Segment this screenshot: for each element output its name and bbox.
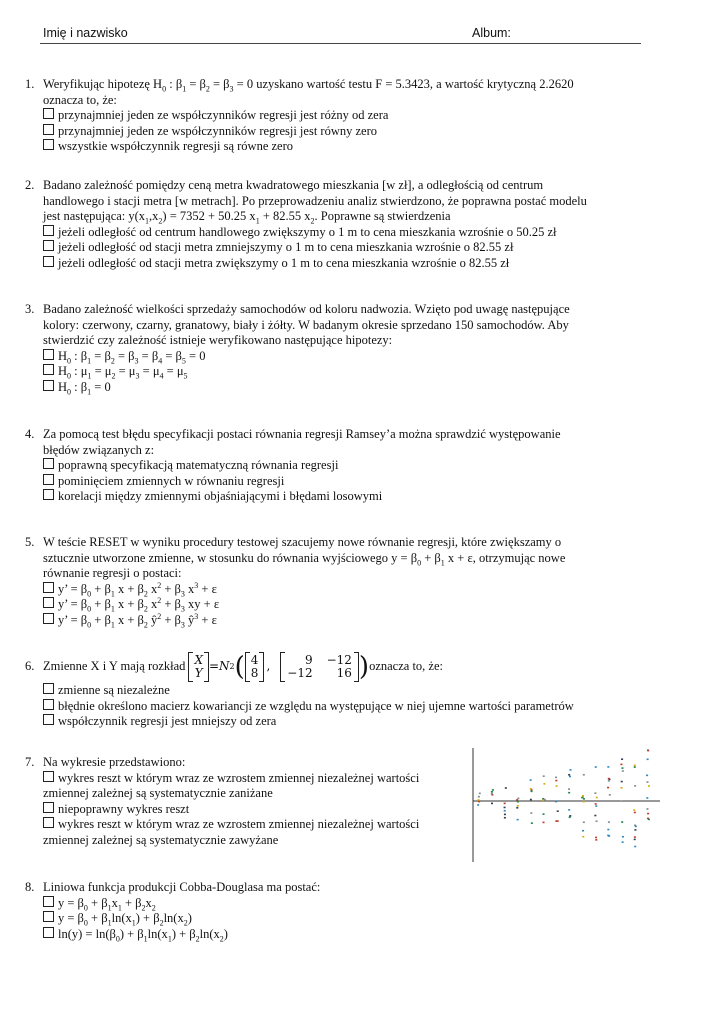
question-number: 3. <box>25 302 35 316</box>
residual-points <box>477 749 650 847</box>
question-number: 8. <box>25 880 35 894</box>
checkbox[interactable] <box>43 582 54 593</box>
album-label: Album: <box>472 26 511 40</box>
residual-plot <box>470 748 660 863</box>
residual-point <box>634 785 636 787</box>
residual-point <box>634 836 636 838</box>
checkbox[interactable] <box>43 802 54 813</box>
residual-point <box>543 783 545 785</box>
residual-point <box>620 764 622 766</box>
residual-point <box>479 793 481 795</box>
residual-point <box>569 776 571 778</box>
residual-point <box>504 817 506 819</box>
residual-point <box>568 792 570 794</box>
residual-point <box>478 796 480 798</box>
residual-point <box>634 846 636 848</box>
answer-option[interactable]: przynajmniej jeden ze współczynników regresji jest różny od zera <box>43 108 640 124</box>
checkbox[interactable] <box>43 474 54 485</box>
residual-point <box>583 798 585 800</box>
residual-point <box>595 803 597 805</box>
residual-point <box>582 830 584 832</box>
residual-point <box>647 750 649 752</box>
residual-point <box>557 810 559 812</box>
residual-point <box>542 799 544 801</box>
residual-point <box>517 798 519 800</box>
residual-point <box>568 788 570 790</box>
residual-point <box>569 816 571 818</box>
residual-point <box>582 836 584 838</box>
answer-option[interactable]: $H_0$ : $\beta_1 = \beta_2 = \beta_3 = \beta_4 = \beta_5 = 0$ <box>43 349 640 365</box>
residual-point <box>516 807 518 809</box>
question-number: 1. <box>25 77 35 91</box>
residual-point <box>530 812 532 814</box>
residual-point <box>608 821 610 823</box>
checkbox[interactable] <box>43 225 54 236</box>
residual-point <box>543 775 545 777</box>
answer-option[interactable]: korelacji między zmiennymi objaśniającymi i błędami losowymi <box>43 489 640 505</box>
residual-point <box>570 769 572 771</box>
residual-point <box>634 812 636 814</box>
distribution-formula: Zmienne X i Y mają rozkład X Y = N 2 ( 4 8 , 9 −12 −12 16 ) oznacza to, że: <box>43 652 443 682</box>
residual-point <box>607 766 609 768</box>
answer-option[interactable]: wykres reszt w którym wraz ze wzrostem zmiennej niezależnej wartości <box>43 817 465 833</box>
residual-point <box>531 822 533 824</box>
residual-point <box>595 839 597 841</box>
residual-point <box>634 829 636 831</box>
checkbox[interactable] <box>43 489 54 500</box>
checkbox[interactable] <box>43 699 54 710</box>
answer-option[interactable]: błędnie określono macierz kowariancji ze względu na występujące w niej ujemne wartości parametrów <box>43 699 640 715</box>
residual-point <box>646 775 648 777</box>
question-number: 7. <box>25 755 35 769</box>
residual-point <box>504 807 506 809</box>
checkbox[interactable] <box>43 817 54 828</box>
residual-point <box>557 820 559 822</box>
answer-option[interactable]: zmienne są niezależne <box>43 683 640 699</box>
residual-point <box>621 767 623 769</box>
checkbox[interactable] <box>43 927 54 938</box>
answer-option[interactable]: $y = \beta_0 + \beta_1\ln(x_1) + \beta_2\ln(x_2)$ <box>43 911 640 927</box>
residual-point <box>633 809 635 811</box>
checkbox[interactable] <box>43 911 54 922</box>
checkbox[interactable] <box>43 613 54 624</box>
residual-point <box>648 819 650 821</box>
checkbox[interactable] <box>43 458 54 469</box>
answer-option[interactable]: przynajmniej jeden ze współczynników regresji jest równy zero <box>43 124 640 140</box>
residual-point <box>609 794 611 796</box>
residual-point <box>516 799 518 801</box>
residual-point <box>555 800 557 802</box>
residual-point <box>581 797 583 799</box>
residual-point <box>477 804 479 806</box>
residual-point <box>634 766 636 768</box>
residual-point <box>621 758 623 760</box>
residual-point <box>505 787 507 789</box>
residual-point <box>635 826 637 828</box>
residual-point <box>555 777 557 779</box>
residual-point <box>583 821 585 823</box>
residual-point <box>596 820 598 822</box>
residual-point <box>621 821 623 823</box>
answer-option[interactable]: jeżeli odległość od centrum handlowego zwiększymy o 1 m to cena mieszkania wzrośnie o 50.25 zł <box>43 225 640 241</box>
answer-option[interactable]: wszystkie współczynnik regresji są równe zero <box>43 139 640 155</box>
residual-point <box>530 788 532 790</box>
residual-point <box>556 785 558 787</box>
answer-option[interactable]: $H_0$ : $\beta_1 = 0$ <box>43 380 640 396</box>
answer-option[interactable]: y’ = $\beta_0 + \beta_1$ $x + \beta_2$ $ŷ^2 + \beta_3$ $ŷ^3 + \varepsilon$ <box>43 613 640 629</box>
checkbox[interactable] <box>43 714 54 725</box>
residual-point <box>568 809 570 811</box>
answer-option[interactable]: współczynnik regresji jest mniejszy od zera <box>43 714 640 730</box>
residual-point <box>491 793 493 795</box>
residual-point <box>504 810 506 812</box>
residual-point <box>622 841 624 843</box>
residual-point <box>594 815 596 817</box>
question-5: 5. W teście RESET w wyniku procedury testowej szacujemy nowe równanie regresji, które zwiększamy o sztucznie utworzone zmienne, w stosunku do równania wyjściowego $y = \beta_0 + \beta_1$ x + ε, otrzymując nowe równanie regresji o postaci: y’ = $\beta_0 + \beta_1$ $x + \beta_2$ $x^2 + \beta_3$ $x^3 + \varepsilon$ y’ = $\beta_0 + \beta_1$ $x + \beta_2$ $x^2 + \beta_3$ xy + ε y’ = $\beta_0 + \beta_1$ $x + \beta_2$ $ŷ^2 + \beta_3$ $ŷ^3 + \varepsilon$ <box>25 535 640 628</box>
residual-point <box>582 795 584 797</box>
question-number: 5. <box>25 535 35 549</box>
residual-point <box>648 785 650 787</box>
question-2: 2. Badano zależność pomiędzy ceną metra kwadratowego mieszkania [w zł], a odległością od centrum handlowego i stacji metra [w metrach]. Po przeprowadzeniu analiz stwierdzono, że poprawna postać modelu jest następująca: $y(x_1,x_2) = 7352 + 50.25$ $x_1 + 82.55$ $x_2$. Poprawne są stwierdzenia jeżeli odległość od centrum handlowego zwiększymy o 1 m to cena mieszkania wzrośnie o 50.25 zł jeżeli odległość od stacji metra zmniejszymy o 1 m to cena mieszkania wzrośnie o 82.55 zł jeżeli odległość od stacji metra zwiększymy o 1 m to cena mieszkania wzrośnie o 82.55 zł <box>25 178 640 271</box>
residual-point <box>607 829 609 831</box>
residual-point <box>595 766 597 768</box>
residual-point <box>634 765 636 767</box>
checkbox[interactable] <box>43 124 54 135</box>
residual-point <box>607 787 609 789</box>
residual-point <box>620 800 622 802</box>
residual-point <box>543 822 545 824</box>
residual-point <box>517 801 519 803</box>
question-1: 1. Weryfikując hipotezę $H_0$ : $\beta_1 = \beta_2 = \beta_3 = 0$ uzyskano wartość testu F = 5.3423, a wartość krytyczną 2.2620 oznacza to, że: przynajmniej jeden ze współczynników regresji jest różny od zera przynajmniej jeden ze współczynników regresji jest równy zero wszystkie współczynnik regresji są równe zero <box>25 77 640 155</box>
residual-point <box>530 799 532 801</box>
question-number: 2. <box>25 178 35 192</box>
residual-point <box>504 814 506 816</box>
question-number: 4. <box>25 427 35 441</box>
answer-option[interactable]: y’ = $\beta_0 + \beta_1$ $x + \beta_2$ $x^2 + \beta_3$ $x^3 + \varepsilon$ <box>43 582 640 598</box>
residual-point <box>517 819 519 821</box>
residual-point <box>646 808 648 810</box>
residual-point <box>622 770 624 772</box>
question-number: 6. <box>25 659 35 673</box>
checkbox[interactable] <box>43 364 54 375</box>
residual-point <box>621 781 623 783</box>
residual-point <box>491 803 493 805</box>
residual-point <box>596 797 598 799</box>
residual-point <box>646 781 648 783</box>
residual-point <box>622 836 624 838</box>
answer-option[interactable]: $\ln(y) = \ln(\beta_0) + \beta_1\ln(x_1) + \beta_2\ln(x_2)$ <box>43 927 640 943</box>
residual-point <box>594 792 596 794</box>
residual-point <box>583 774 585 776</box>
checkbox[interactable] <box>43 597 54 608</box>
answer-option[interactable]: jeżeli odległość od stacji metra zmniejszymy o 1 m to cena mieszkania wzrośnie o 82.55 zł <box>43 240 640 256</box>
residual-point <box>595 805 597 807</box>
residual-point <box>478 801 480 803</box>
residual-point <box>608 780 610 782</box>
residual-point <box>620 787 622 789</box>
residual-point <box>478 799 480 801</box>
answer-option[interactable]: y’ = $\beta_0 + \beta_1$ $x + \beta_2$ $x^2 + \beta_3$ xy + ε <box>43 597 640 613</box>
residual-point <box>531 791 533 793</box>
checkbox[interactable] <box>43 771 54 782</box>
checkbox[interactable] <box>43 349 54 360</box>
question-8: 8. Liniowa funkcja produkcji Cobba-Douglasa ma postać: $y = \beta_0 + \beta_1x_1 + \beta_2x_2$ $y = \beta_0 + \beta_1\ln(x_1) + \beta_2\ln(x_2)$ $\ln(y) = \ln(\beta_0) + \beta_1\ln(x_1) + \beta_2\ln(x_2)$ <box>25 880 640 942</box>
question-7: 7. Na wykresie przedstawiono: wykres reszt w którym wraz ze wzrostem zmiennej niezależnej wartości zmiennej zależnej są systematycznie zaniżane niepoprawny wykres reszt wykres reszt w którym wraz ze wzrostem zmiennej niezależnej wartości zmiennej zależnej są systematycznie zawyżane <box>25 755 465 848</box>
residual-point <box>634 839 636 841</box>
answer-option[interactable]: pominięciem zmiennych w równaniu regresji <box>43 474 640 490</box>
question-3: 3. Badano zależność wielkości sprzedaży samochodów od koloru nadwozia. Wzięto pod uwagę następujące kolory: czerwony, czarny, granatowy, biały i żółty. W badanym okresie sprzedano 150 samochodów. Aby stwierdzić czy zależność istnieje weryfikowano następujące hipotezy: $H_0$ : $\beta_1 = \beta_2 = \beta_3 = \beta_4 = \beta_5 = 0$ $H_0$ : $\mu_1 = \mu_2 = \mu_3 = \mu_4 = \mu_5$ $H_0$ : $\beta_1 = 0$ <box>25 302 640 395</box>
name-label: Imię i nazwisko <box>43 26 128 40</box>
checkbox[interactable] <box>43 256 54 267</box>
checkbox[interactable] <box>43 683 54 694</box>
checkbox[interactable] <box>43 139 54 150</box>
residual-point <box>569 815 571 817</box>
question-text: Weryfikując hipotezę $H_0$ : $\beta_1 = \beta_2 = \beta_3 = 0$ uzyskano wartość testu F = 5.3423, a wartość krytyczną 2.2620 <box>43 77 574 94</box>
residual-point <box>517 805 519 807</box>
residual-point <box>491 791 493 793</box>
residual-point <box>530 779 532 781</box>
checkbox[interactable] <box>43 240 54 251</box>
residual-point <box>492 789 494 791</box>
question-6 <box>25 651 640 730</box>
residual-point <box>595 837 597 839</box>
answer-option[interactable]: $H_0$ : $\mu_1 = \mu_2 = \mu_3 = \mu_4 = \mu_5$ <box>43 364 640 380</box>
checkbox[interactable] <box>43 896 54 907</box>
residual-point <box>555 780 557 782</box>
residual-point <box>568 774 570 776</box>
answer-option[interactable]: niepoprawny wykres reszt <box>43 802 465 818</box>
answer-option[interactable]: $y = \beta_0 + \beta_1x_1 + \beta_2x_2$ <box>43 896 640 912</box>
residual-point <box>583 801 585 803</box>
residual-point <box>647 759 649 761</box>
answer-option[interactable]: wykres reszt w którym wraz ze wzrostem zmiennej niezależnej wartości <box>43 771 465 787</box>
residual-point <box>543 813 545 815</box>
checkbox[interactable] <box>43 108 54 119</box>
checkbox[interactable] <box>43 380 54 391</box>
residual-point <box>608 778 610 780</box>
residual-point <box>607 835 609 837</box>
page-header <box>40 24 641 44</box>
answer-option[interactable]: jeżeli odległość od stacji metra zwiększymy o 1 m to cena mieszkania wzrośnie o 82.55 zł <box>43 256 640 272</box>
residual-point <box>646 797 648 799</box>
residual-point <box>504 803 506 805</box>
question-4: 4. Za pomocą test błędu specyfikacji postaci równania regresji Ramsey’a można sprawdzić występowanie błędów związanych z: poprawną specyfikacją matematyczną równania regresji pominięciem zmiennych w równaniu regresji korelacji między zmiennymi objaśniającymi i błędami losowymi <box>25 427 640 505</box>
answer-option[interactable]: poprawną specyfikacją matematyczną równania regresji <box>43 458 640 474</box>
residual-point <box>647 813 649 815</box>
